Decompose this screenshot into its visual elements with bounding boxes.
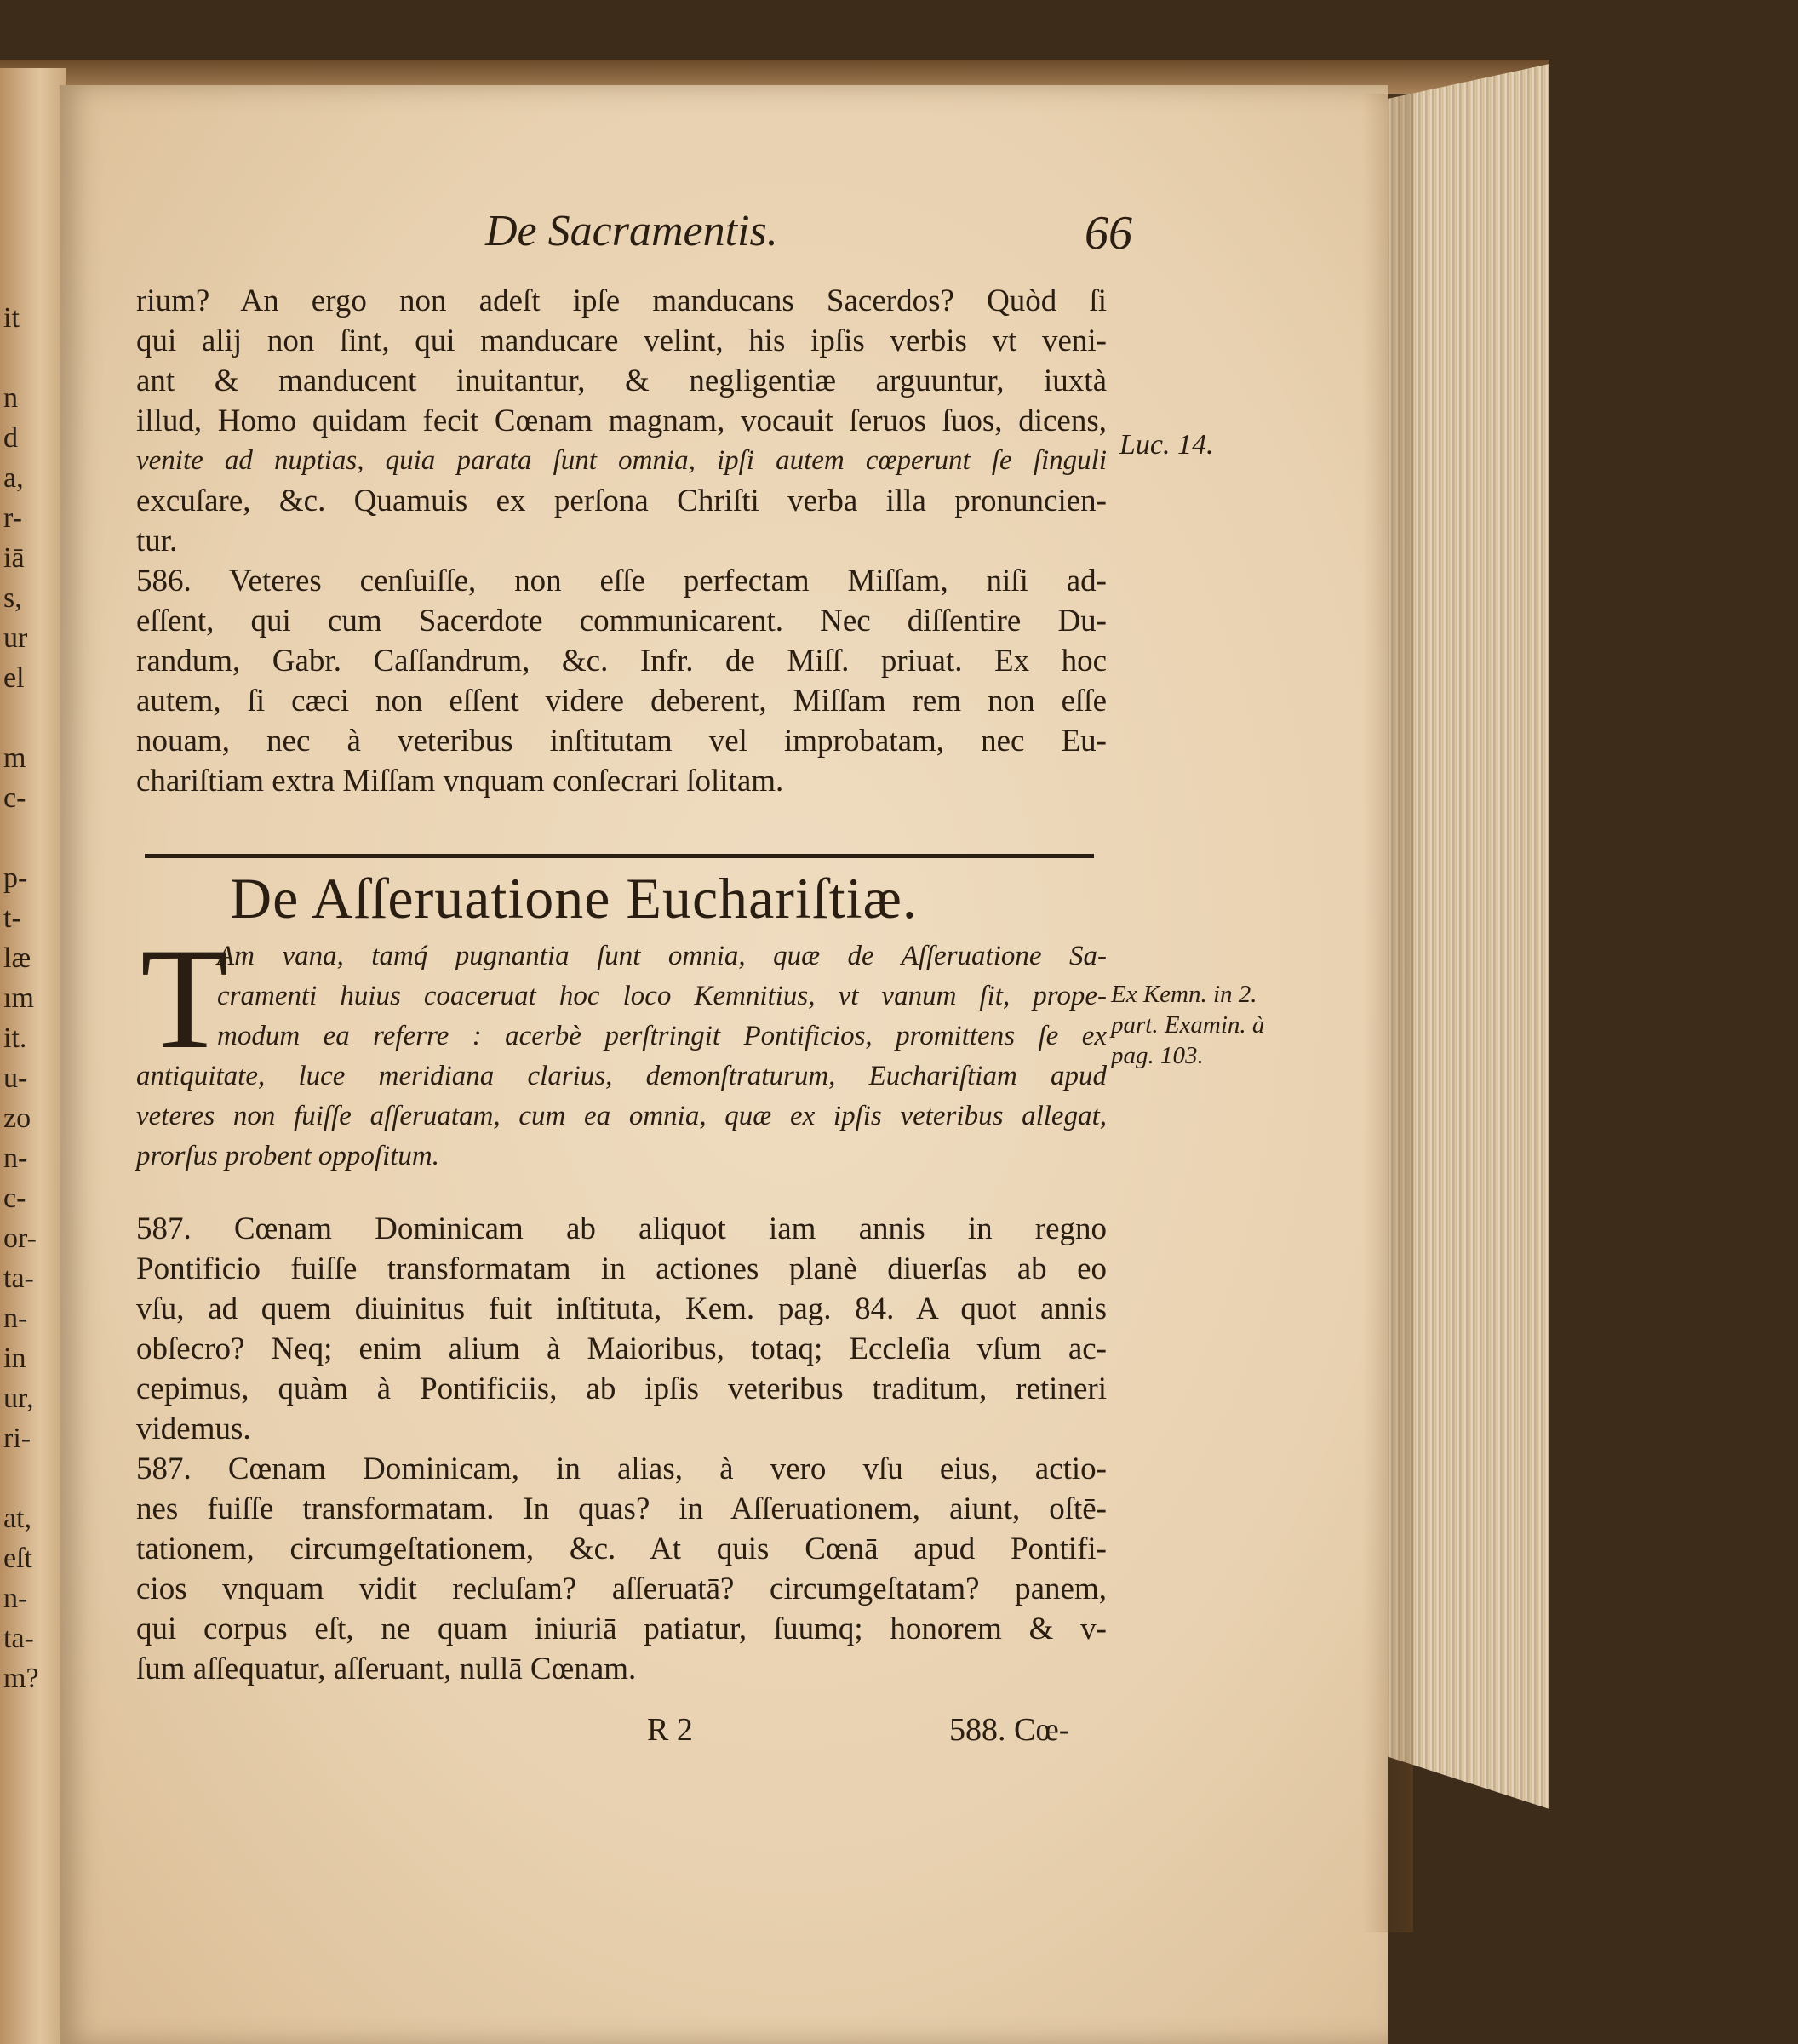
facing-page-fragment: or-	[3, 1222, 37, 1254]
paragraph-block-1	[136, 281, 1107, 801]
text-line: nouam, nec à veteribus inſtitutam vel improbatam, nec Eu-	[136, 724, 1107, 759]
facing-page-fragment: m	[3, 742, 26, 774]
facing-page-fragment: m?	[3, 1663, 39, 1694]
facing-page-fragments	[3, 298, 63, 1698]
text-line: ſum aſſequatur, aſſeruant, nullā Cœnam.	[136, 1652, 637, 1686]
facing-page-fragment: a,	[3, 462, 24, 494]
text-line: 587. Cœnam Dominicam, in alias, à vero vſu eius, actio-	[136, 1451, 1107, 1486]
facing-page-fragment: læ	[3, 942, 31, 974]
facing-page-fragment: it.	[3, 1022, 27, 1054]
facing-page-fragment: ım	[3, 982, 34, 1014]
section-heading: De Aſſeruatione Euchariſtiæ.	[230, 866, 918, 930]
text-line: videmus.	[136, 1411, 251, 1446]
text-line: qui alij non ſint, qui manducare velint, his ipſis verbis vt veni-	[136, 323, 1107, 358]
facing-page-fragment: ur,	[3, 1383, 34, 1414]
text-line: nes fuiſſe transformatam. In quas? in Aſſeruationem, aiunt, oſtē-	[136, 1491, 1107, 1526]
facing-page-fragment: at,	[3, 1503, 32, 1534]
facing-page-fragment	[3, 338, 63, 378]
page-shadow	[1362, 94, 1413, 1932]
facing-page-fragment: c-	[3, 1182, 26, 1214]
text-line: 587. Cœnam Dominicam ab aliquot iam annis in regno	[136, 1211, 1107, 1246]
text-line: chariſtiam extra Miſſam vnquam conſecrari ſolitam.	[136, 764, 784, 799]
catchword: 588. Cœ-	[949, 1712, 1070, 1748]
facing-page-fragment	[3, 1458, 63, 1498]
text-line: eſſent, qui cum Sacerdote communicarent. Nec diſſentire Du-	[136, 604, 1107, 638]
facing-page-fragment: u-	[3, 1062, 28, 1094]
facing-page-fragment: t-	[3, 902, 21, 934]
marginal-note-kemnitius	[1111, 979, 1264, 1071]
section-rule	[145, 854, 1094, 858]
facing-page-fragment	[3, 698, 63, 738]
text-line: venite ad nuptias, quia parata ſunt omnia, ipſi autem cœperunt ſe ſinguli	[136, 445, 1107, 476]
signature-mark: R 2	[647, 1712, 693, 1748]
text-line: tationem, circumgeſtationem, &c. At quis Cœnā apud Pontifi-	[136, 1532, 1107, 1566]
text-line: tur.	[136, 524, 178, 558]
facing-page-fragment: c-	[3, 782, 26, 814]
facing-page-fragment: in	[3, 1343, 26, 1374]
page-number: 66	[1085, 207, 1132, 260]
text-line: modum ea referre : acerbè perſtringit Pontificios, promittens ſe ex	[217, 1021, 1107, 1051]
facing-page-fragment: ta-	[3, 1623, 34, 1654]
text-line: 586. Veteres cenſuiſſe, non eſſe perfectam Miſſam, niſi ad-	[136, 564, 1107, 598]
text-line: prorſus probent oppoſitum.	[136, 1141, 439, 1171]
facing-page-fragment: n-	[3, 1583, 28, 1614]
facing-page-fragment: n	[3, 382, 18, 414]
text-line: autem, ſi cæci non eſſent videre deberent, Miſſam rem non eſſe	[136, 684, 1107, 719]
facing-page-fragment: eſt	[3, 1543, 32, 1574]
running-head	[485, 206, 1132, 266]
drop-cap: T	[140, 919, 229, 1079]
facing-page-fragment: r-	[3, 502, 22, 534]
text-line: vſu, ad quem diuinitus fuit inſtituta, Kem. pag. 84. A quot annis	[136, 1291, 1107, 1326]
facing-page-fragment: el	[3, 662, 25, 694]
facing-page-edge	[0, 68, 66, 2044]
facing-page-fragment: s,	[3, 582, 22, 614]
text-line: illud, Homo quidam fecit Cœnam magnam, vocauit ſeruos ſuos, dicens,	[136, 404, 1107, 438]
facing-page-fragment: ur	[3, 622, 28, 654]
marginal-note-line: pag. 103.	[1111, 1042, 1204, 1069]
text-line: cramenti huius coaceruat hoc loco Kemnitius, vt vanum ſit, prope-	[217, 981, 1107, 1011]
text-line: Pontificio fuiſſe transformatam in actiones planè diuerſas ab eo	[136, 1251, 1107, 1286]
text-line: qui corpus eſt, ne quam iniuriā patiatur, ſuumq; honorem & v-	[136, 1612, 1107, 1646]
paragraph-block-2	[136, 919, 1107, 1177]
marginal-note-luke: Luc. 14.	[1119, 429, 1214, 461]
facing-page-fragment	[3, 818, 63, 858]
facing-page-fragment: it	[3, 302, 20, 334]
text-line: rium? An ergo non adeſt ipſe manducans Sacerdos? Quòd ſi	[136, 283, 1107, 318]
text-line: obſecro? Neq; enim alium à Maioribus, totaq; Eccleſia vſum ac-	[136, 1331, 1107, 1366]
text-line: antiquitate, luce meridiana clarius, demonſtraturum, Euchariſtiam apud	[136, 1061, 1107, 1091]
text-line: veteres non fuiſſe aſſeruatam, cum ea omnia, quæ ex ipſis veteribus allegat,	[136, 1101, 1107, 1131]
facing-page-fragment: zo	[3, 1102, 31, 1134]
text-line: excuſare, &c. Quamuis ex perſona Chriſti verba illa pronuncien-	[136, 484, 1107, 518]
paragraph-block-3	[136, 1209, 1107, 1689]
facing-page-fragment: iā	[3, 542, 25, 574]
running-title: De Sacramentis.	[485, 207, 778, 255]
facing-page-fragment: ri-	[3, 1423, 31, 1454]
text-line: randum, Gabr. Caſſandrum, &c. Infr. de Miſſ. priuat. Ex hoc	[136, 644, 1107, 678]
facing-page-fragment: n-	[3, 1142, 28, 1174]
marginal-note-line: part. Examin. à	[1111, 1011, 1265, 1039]
facing-page-fragment: ta-	[3, 1262, 34, 1294]
facing-page-fragment: p-	[3, 862, 28, 894]
text-line: Am vana, tamq́ pugnantia ſunt omnia, quæ de Aſſeruatione Sa-	[217, 941, 1107, 971]
text-line: cios vnquam vidit recluſam? aſſeruatā? circumgeſtatam? panem,	[136, 1572, 1107, 1606]
text-line: cepimus, quàm à Pontificiis, ab ipſis veteribus traditum, retineri	[136, 1371, 1107, 1406]
text-line: ant & manducent inuitantur, & negligentiæ arguuntur, iuxtà	[136, 364, 1107, 398]
facing-page-fragment: d	[3, 422, 18, 454]
marginal-note-line: Ex Kemn. in 2.	[1111, 981, 1257, 1008]
facing-page-fragment: n-	[3, 1303, 28, 1334]
